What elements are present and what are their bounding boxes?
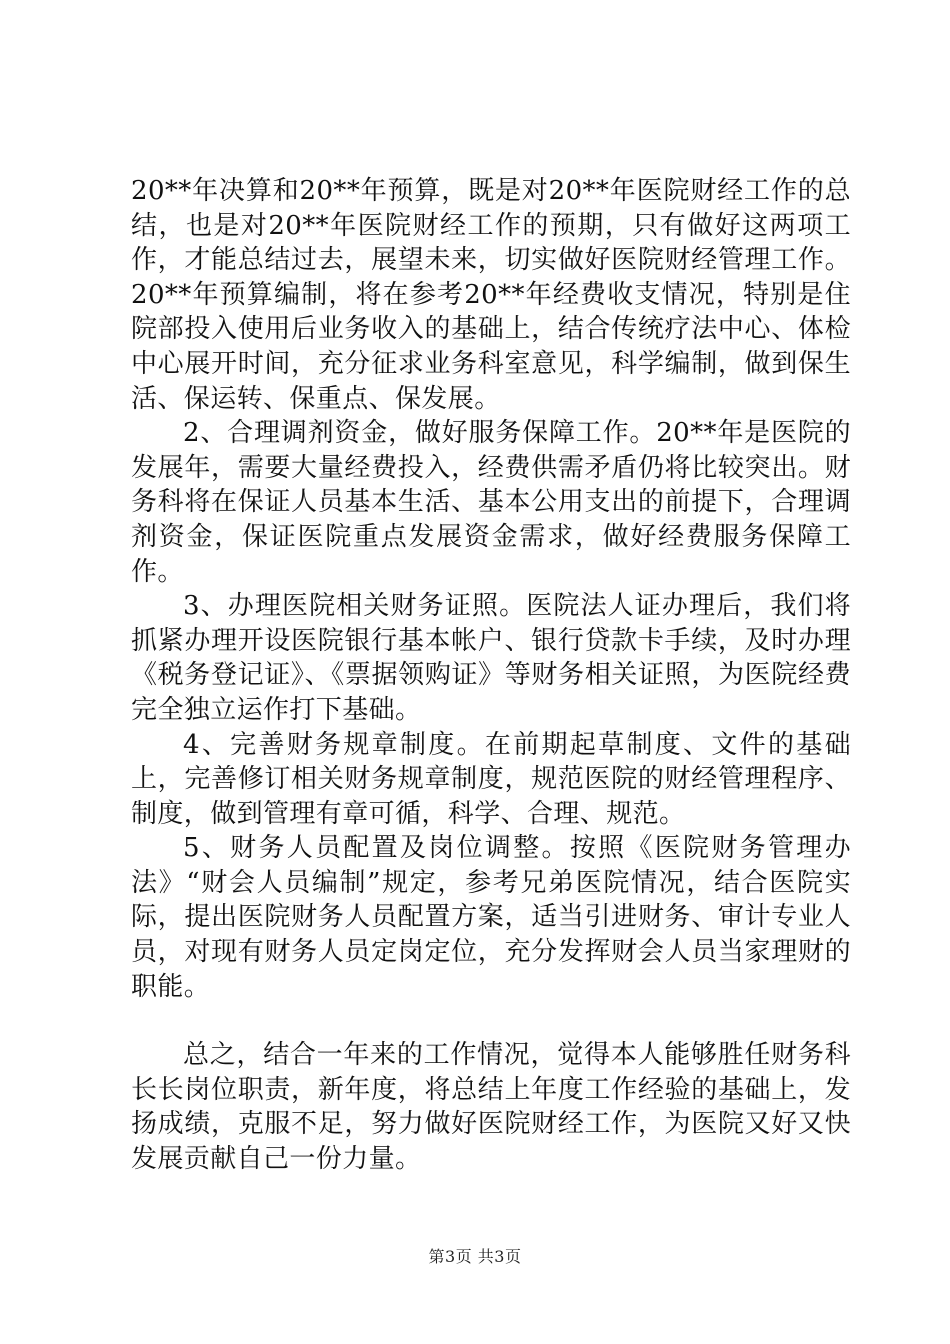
- page-number-footer: 第3页 共3页: [428, 1247, 522, 1266]
- document-body: [131, 174, 851, 1177]
- paragraph-summary: 总之，结合一年来的工作情况，觉得本人能够胜任财务科长长岗位职责，新年度，将总结上年度工作经验的基础上，发扬成绩，克服不足，努力做好医院财经工作，为医院又好又快发展贡献自己一份力量。: [131, 1040, 851, 1175]
- paragraph-item-4: 4、完善财务规章制度。在前期起草制度、文件的基础上，完善修订相关财务规章制度，规范医院的财经管理程序、制度，做到管理有章可循，科学、合理、规范。: [131, 729, 851, 829]
- paragraph-item-5: 5、财务人员配置及岗位调整。按照《医院财务管理办法》“财会人员编制”规定，参考兄弟医院情况，结合医院实际，提出医院财务人员配置方案，适当引进财务、审计专业人员，对现有财务人员定岗定位，充分发挥财会人员当家理财的职能。: [131, 833, 851, 1002]
- paragraph-item-3: 3、办理医院相关财务证照。医院法人证办理后，我们将抓紧办理开设医院银行基本帐户、银行贷款卡手续，及时办理《税务登记证》、《票据领购证》等财务相关证照，为医院经费完全独立运作打下基础。: [131, 591, 851, 725]
- paragraph-budget: 20**年决算和20**年预算，既是对20**年医院财经工作的总结，也是对20**年医院财经工作的预期，只有做好这两项工作，才能总结过去，展望未来，切实做好医院财经管理工作。20**年预算编制，将在参考20**年经费收支情况，特别是住院部投入使用后业务收入的基础上，结合传统疗法中心、体检中心展开时间，充分征求业务科室意见，科学编制，做到保生活、保运转、保重点、保发展。: [131, 176, 851, 414]
- paragraph-item-2: 2、合理调剂资金，做好服务保障工作。20**年是医院的发展年，需要大量经费投入，经费供需矛盾仍将比较突出。财务科将在保证人员基本生活、基本公用支出的前提下，合理调剂资金，保证医院重点发展资金需求，做好经费服务保障工作。: [131, 418, 851, 587]
